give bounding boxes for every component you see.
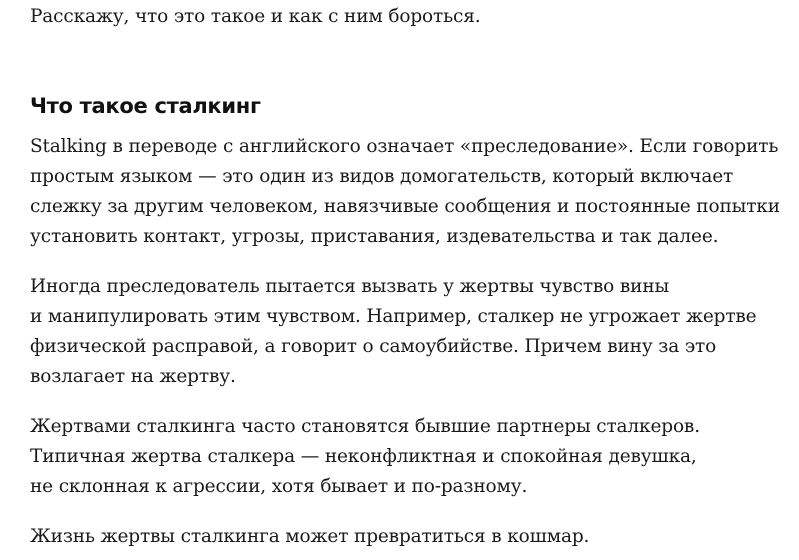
- section-heading: Что такое сталкинг: [30, 94, 261, 118]
- paragraph-line: Жизнь жертвы сталкинга может превратиться в кошмар.: [30, 526, 590, 547]
- paragraph-line: Иногда преследователь пытается вызвать у жертвы чувство вины: [30, 276, 670, 297]
- paragraph-line: Типичная жертва сталкера — неконфликтная и спокойная девушка,: [30, 446, 697, 467]
- paragraph-victims: [30, 412, 700, 502]
- paragraph-line: Жертвами сталкинга часто становятся бывшие партнеры сталкеров.: [30, 416, 700, 437]
- paragraph-nightmare: [30, 522, 589, 552]
- intro-text: Расскажу, что это такое и как с ним бороться.: [30, 6, 481, 27]
- paragraph-line: не склонная к агрессии, хотя бывает и по-разному.: [30, 476, 528, 497]
- paragraph-line: Stalking в переводе с английского означает «преследование». Если говорить: [30, 136, 779, 157]
- paragraph-guilt: [30, 272, 757, 392]
- paragraph-line: простым языком — это один из видов домогательств, который включает: [30, 166, 734, 187]
- paragraph-line: установить контакт, угрозы, приставания, издевательства и так далее.: [30, 226, 719, 247]
- paragraph-line: слежку за другим человеком, навязчивые сообщения и постоянные попытки: [30, 196, 780, 217]
- paragraph-line: возлагает на жертву.: [30, 366, 236, 387]
- paragraph-line: физической расправой, а говорит о самоубийстве. Причем вину за это: [30, 336, 717, 357]
- paragraph-definition: [30, 132, 780, 252]
- paragraph-line: и манипулировать этим чувством. Например, сталкер не угрожает жертве: [30, 306, 757, 327]
